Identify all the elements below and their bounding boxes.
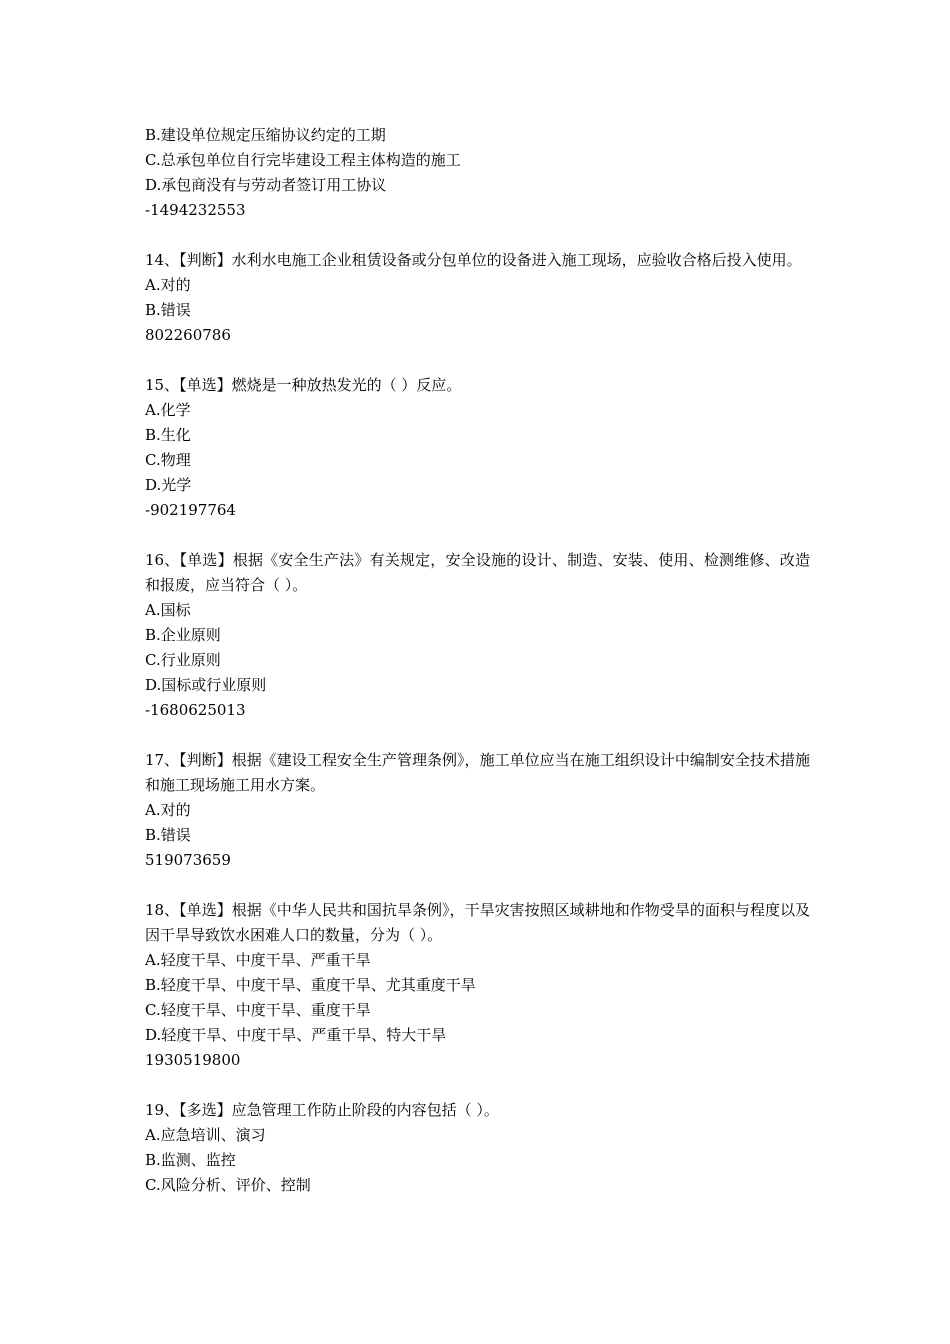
- option-text: B.错误: [145, 826, 191, 844]
- question-stem: 15、【单选】燃烧是一种放热发光的（ ）反应。: [145, 376, 462, 394]
- question-code: 1930519800: [145, 1051, 241, 1069]
- option-text: C.风险分析、评价、控制: [145, 1176, 311, 1194]
- option-text: B.生化: [145, 426, 191, 444]
- option-text: C.轻度干旱、中度干旱、重度干旱: [145, 1001, 371, 1019]
- option-text: B.错误: [145, 301, 191, 319]
- question-stem: 17、【判断】根据《建设工程安全生产管理条例》，施工单位应当在施工组织设计中编制安全技术措施和施工现场施工用水方案。: [145, 751, 810, 794]
- option-text: B.企业原则: [145, 626, 221, 644]
- option-text: D.光学: [145, 476, 192, 494]
- option-text: B.建设单位规定压缩协议约定的工期: [145, 126, 386, 144]
- document-page: [145, 123, 810, 1198]
- question-code: 519073659: [145, 851, 231, 869]
- option-text: D.国标或行业原则: [145, 676, 267, 694]
- question-code: -902197764: [145, 501, 236, 519]
- option-text: A.应急培训、演习: [145, 1126, 266, 1144]
- question-14: [145, 248, 810, 348]
- question-19: [145, 1098, 810, 1198]
- spacer: [145, 223, 810, 248]
- question-stem: 16、【单选】根据《安全生产法》有关规定，安全设施的设计、制造、安装、使用、检测维修、改造和报废，应当符合（ ）。: [145, 551, 810, 594]
- option-text: B.轻度干旱、中度干旱、重度干旱、尤其重度干旱: [145, 976, 476, 994]
- option-text: D.承包商没有与劳动者签订用工协议: [145, 176, 387, 194]
- option-text: C.总承包单位自行完毕建设工程主体构造的施工: [145, 151, 461, 169]
- option-text: A.国标: [145, 601, 191, 619]
- spacer: [145, 1073, 810, 1098]
- option-text: B.监测、监控: [145, 1151, 236, 1169]
- spacer: [145, 873, 810, 898]
- spacer: [145, 723, 810, 748]
- option-text: C.行业原则: [145, 651, 221, 669]
- question-18: [145, 898, 810, 1073]
- question-stem: 18、【单选】根据《中华人民共和国抗旱条例》，干旱灾害按照区域耕地和作物受旱的面积与程度以及因干旱导致饮水困难人口的数量，分为（ ）。: [145, 901, 810, 944]
- option-text: A.对的: [145, 801, 191, 819]
- question-code: -1494232553: [145, 201, 246, 219]
- question-16: [145, 548, 810, 723]
- question-stem: 14、【判断】水利水电施工企业租赁设备或分包单位的设备进入施工现场，应验收合格后投入使用。: [145, 251, 802, 269]
- option-text: A.对的: [145, 276, 191, 294]
- question-stem: 19、【多选】应急管理工作防止阶段的内容包括（ ）。: [145, 1101, 499, 1119]
- question-code: 802260786: [145, 326, 231, 344]
- question-15: [145, 373, 810, 523]
- option-text: A.化学: [145, 401, 191, 419]
- option-text: D.轻度干旱、中度干旱、严重干旱、特大干旱: [145, 1026, 447, 1044]
- question-carryover: [145, 123, 810, 223]
- spacer: [145, 348, 810, 373]
- option-text: A.轻度干旱、中度干旱、严重干旱: [145, 951, 371, 969]
- option-text: C.物理: [145, 451, 191, 469]
- question-code: -1680625013: [145, 701, 246, 719]
- spacer: [145, 523, 810, 548]
- question-17: [145, 748, 810, 873]
